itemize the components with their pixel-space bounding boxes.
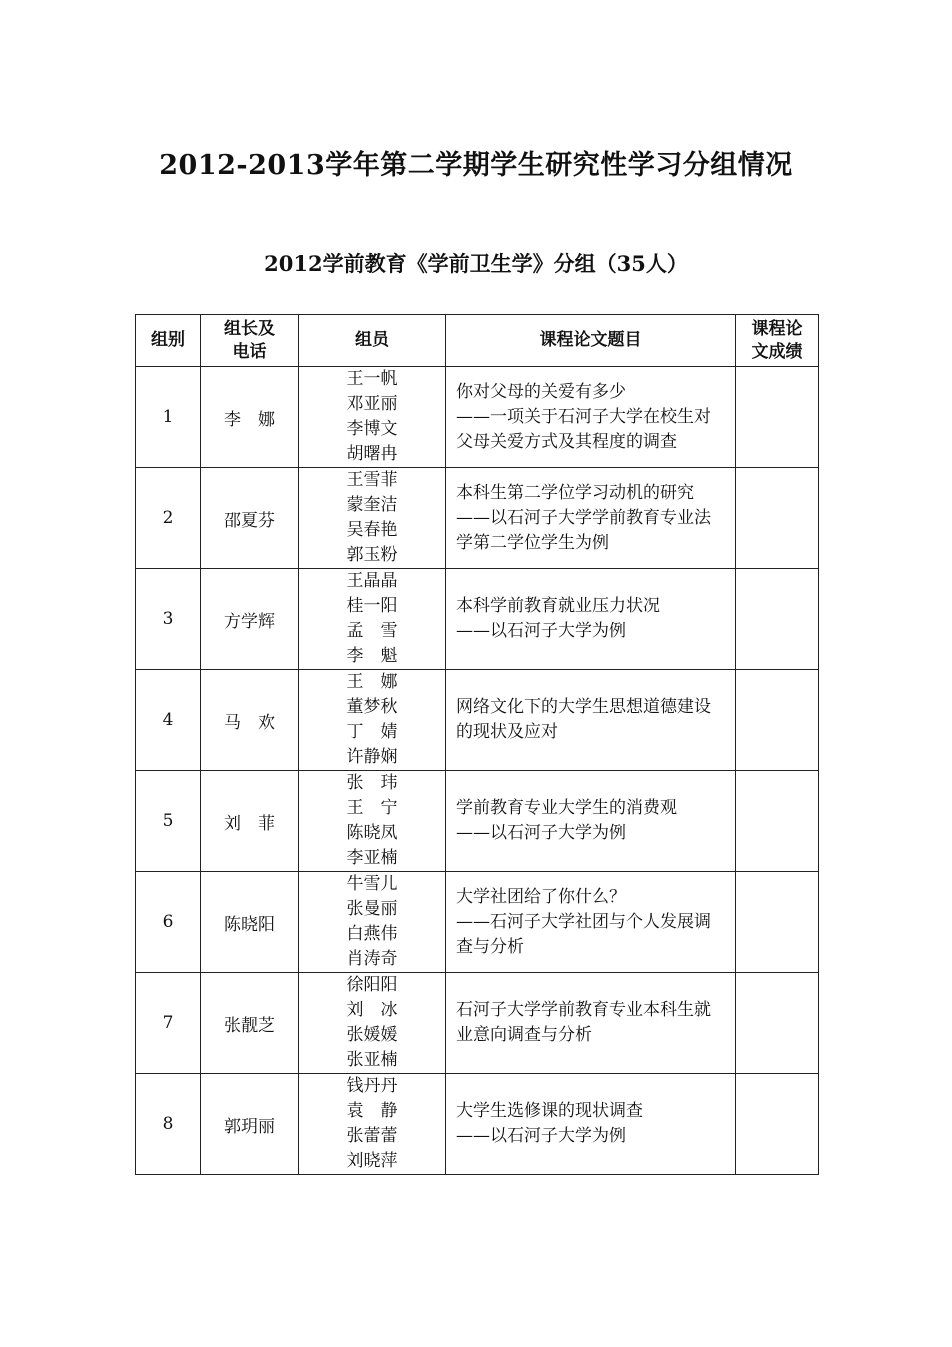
header-grade-line1: 课程论 xyxy=(751,318,803,339)
member-name: 王 娜 xyxy=(346,672,398,692)
member-name: 张媛媛 xyxy=(346,1025,398,1045)
cell-leader: 马 欢 xyxy=(201,670,299,771)
member-name: 邓亚丽 xyxy=(346,394,398,414)
member-name: 李 魁 xyxy=(346,646,398,666)
member-name: 张 玮 xyxy=(346,773,398,793)
table-row xyxy=(136,569,819,670)
member-name: 张曼丽 xyxy=(346,899,398,919)
member-name: 徐阳阳 xyxy=(346,975,398,995)
member-name: 白燕伟 xyxy=(346,924,398,944)
topic-text: 石河子大学学前教育专业本科生就业意向调查与分析 xyxy=(456,1000,711,1045)
cell-topic xyxy=(446,367,736,468)
member-name: 王一帆 xyxy=(346,369,398,389)
member-name: 刘 冰 xyxy=(346,1000,398,1020)
cell-group-number: 8 xyxy=(136,1074,201,1175)
table-row xyxy=(136,973,819,1074)
cell-leader: 刘 菲 xyxy=(201,771,299,872)
member-name: 蒙奎洁 xyxy=(346,495,398,515)
cell-leader: 邵夏芬 xyxy=(201,468,299,569)
header-group: 组别 xyxy=(136,315,201,367)
member-name: 董梦秋 xyxy=(346,697,398,717)
topic-text: 学前教育专业大学生的消费观 ——以石河子大学为例 xyxy=(456,798,677,843)
topic-text: 你对父母的关爱有多少 ——一项关于石河子大学在校生对父母关爱方式及其程度的调查 xyxy=(456,381,711,452)
cell-members xyxy=(299,670,446,771)
member-name: 许静娴 xyxy=(346,747,398,767)
cell-group-number: 2 xyxy=(136,468,201,569)
member-name: 张亚楠 xyxy=(346,1050,398,1070)
cell-topic xyxy=(446,872,736,973)
cell-members xyxy=(299,569,446,670)
group-table xyxy=(135,314,819,1175)
cell-group-number: 3 xyxy=(136,569,201,670)
cell-grade xyxy=(736,973,819,1074)
table-row xyxy=(136,670,819,771)
cell-members xyxy=(299,1074,446,1175)
cell-grade xyxy=(736,569,819,670)
table-body xyxy=(136,367,819,1175)
header-leader-line1: 组长及 xyxy=(224,318,275,339)
cell-grade xyxy=(736,771,819,872)
table-row xyxy=(136,468,819,569)
member-name: 李博文 xyxy=(346,419,398,439)
table-header-row xyxy=(136,315,819,367)
member-name: 桂一阳 xyxy=(346,596,398,616)
cell-leader: 李 娜 xyxy=(201,367,299,468)
topic-text: 本科学前教育就业压力状况 ——以石河子大学为例 xyxy=(456,596,660,641)
cell-leader: 陈晓阳 xyxy=(201,872,299,973)
member-name: 钱丹丹 xyxy=(346,1076,398,1096)
header-topic: 课程论文题目 xyxy=(446,315,736,367)
cell-members xyxy=(299,771,446,872)
header-grade-line2: 文成绩 xyxy=(751,341,803,362)
cell-topic xyxy=(446,569,736,670)
table-row xyxy=(136,367,819,468)
cell-leader: 张靓芝 xyxy=(201,973,299,1074)
header-members: 组员 xyxy=(299,315,446,367)
document-subtitle: 2012学前教育《学前卫生学》分组（35人） xyxy=(264,251,688,276)
table-row xyxy=(136,1074,819,1175)
member-name: 郭玉粉 xyxy=(346,545,398,565)
member-name: 胡曙冉 xyxy=(346,444,398,464)
member-name: 孟 雪 xyxy=(346,621,398,641)
cell-group-number: 4 xyxy=(136,670,201,771)
topic-text: 大学社团给了你什么？ ——石河子大学社团与个人发展调查与分析 xyxy=(456,886,711,957)
cell-topic xyxy=(446,771,736,872)
cell-topic xyxy=(446,973,736,1074)
cell-members xyxy=(299,367,446,468)
member-name: 王晶晶 xyxy=(346,571,398,591)
table-row xyxy=(136,771,819,872)
member-name: 丁 婧 xyxy=(346,722,398,742)
topic-text: 网络文化下的大学生思想道德建设的现状及应对 xyxy=(456,697,711,742)
cell-members xyxy=(299,973,446,1074)
member-name: 李亚楠 xyxy=(346,848,398,868)
cell-grade xyxy=(736,367,819,468)
member-name: 袁 静 xyxy=(346,1101,398,1121)
member-name: 刘晓萍 xyxy=(346,1151,398,1171)
member-name: 王 宁 xyxy=(346,798,398,818)
member-name: 陈晓凤 xyxy=(346,823,398,843)
cell-members xyxy=(299,872,446,973)
cell-topic xyxy=(446,1074,736,1175)
cell-group-number: 5 xyxy=(136,771,201,872)
cell-grade xyxy=(736,872,819,973)
cell-group-number: 1 xyxy=(136,367,201,468)
member-name: 吴春艳 xyxy=(346,520,398,540)
header-leader xyxy=(201,315,299,367)
topic-text: 大学生选修课的现状调查 ——以石河子大学为例 xyxy=(456,1101,643,1146)
member-name: 牛雪儿 xyxy=(346,874,398,894)
cell-leader: 郭玥丽 xyxy=(201,1074,299,1175)
table-row xyxy=(136,872,819,973)
cell-grade xyxy=(736,670,819,771)
cell-topic xyxy=(446,468,736,569)
header-grade xyxy=(736,315,819,367)
cell-grade xyxy=(736,1074,819,1175)
member-name: 张蕾蕾 xyxy=(346,1126,398,1146)
cell-group-number: 6 xyxy=(136,872,201,973)
topic-text: 本科生第二学位学习动机的研究 ——以石河子大学学前教育专业法学第二学位学生为例 xyxy=(456,482,711,553)
cell-grade xyxy=(736,468,819,569)
member-name: 肖涛奇 xyxy=(346,949,398,969)
cell-group-number: 7 xyxy=(136,973,201,1074)
header-leader-line2: 电话 xyxy=(232,341,267,362)
document-title: 2012-2013学年第二学期学生研究性学习分组情况 xyxy=(159,150,793,181)
cell-leader: 方学辉 xyxy=(201,569,299,670)
member-name: 王雪菲 xyxy=(346,470,398,490)
cell-members xyxy=(299,468,446,569)
cell-topic xyxy=(446,670,736,771)
